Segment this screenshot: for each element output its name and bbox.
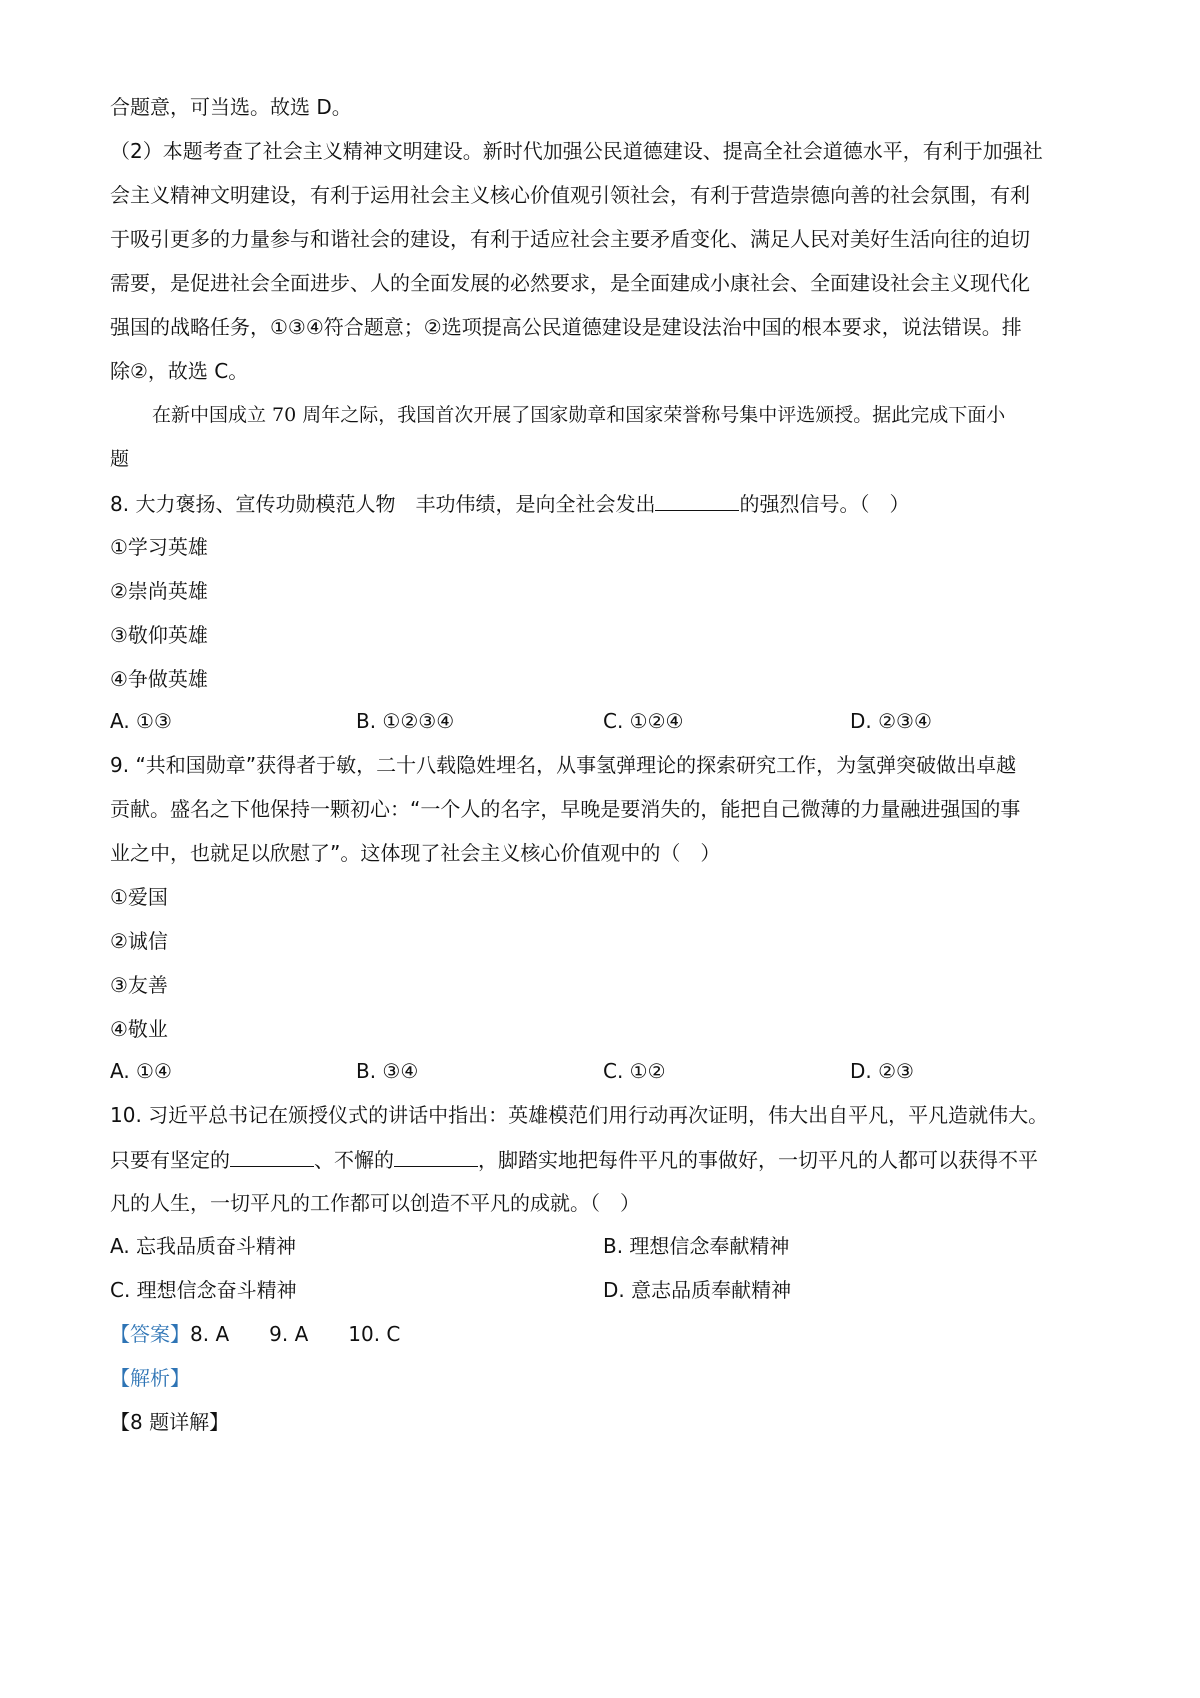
prev-explanation-para2-line-5: 强国的战略任务，①③④符合题意；②选项提高公民道德建设是建设法治中国的根本要求，说法错误。排 — [110, 315, 1022, 339]
prev-explanation-para2-line-1: （2）本题考查了社会主义精神文明建设。新时代加强公民道德建设、提高全社会道德水平，有利于加强社 — [110, 139, 1043, 163]
q8-stem-after: 的强烈信号。（ ） — [739, 492, 910, 516]
q10-line2-part-a: 只要有坚定的 — [110, 1148, 230, 1172]
q10-option-a: A. 忘我品质奋斗精神 — [110, 1234, 297, 1258]
q10-stem-line-3: 凡的人生，一切平凡的工作都可以创造不平凡的成就。（ ） — [110, 1191, 640, 1215]
q9-item-4: ④敬业 — [110, 1017, 168, 1041]
q10-line2-part-b: 、不懈的 — [314, 1148, 394, 1172]
analysis-label: 【解析】 — [110, 1366, 190, 1390]
q9-stem-line-2: 贡献。盛名之下他保持一颗初心：“一个人的名字，早晚是要消失的，能把自己微薄的力量融进强国的事 — [110, 797, 1021, 821]
intro-line-1: 在新中国成立 70 周年之际，我国首次开展了国家勋章和国家荣誉称号集中评选颁授。据此完成下面小 — [152, 404, 1006, 426]
q10-line2-part-c: ，脚踏实地把每件平凡的事做好，一切平凡的人都可以获得不平 — [478, 1148, 1038, 1172]
q8-item-3: ③敬仰英雄 — [110, 623, 208, 647]
answer-line — [110, 1321, 400, 1347]
prev-explanation-para2-line-6: 除②，故选 C。 — [110, 359, 249, 383]
q8-item-1: ①学习英雄 — [110, 535, 208, 559]
q9-option-a: A. ①④ — [110, 1059, 172, 1083]
prev-explanation-para2-line-4: 需要，是促进社会全面进步、人的全面发展的必然要求，是全面建成小康社会、全面建设社会主义现代化 — [110, 271, 1030, 295]
q8-option-b: B. ①②③④ — [356, 709, 455, 733]
q9-option-d: D. ②③ — [850, 1059, 914, 1083]
q8-stem — [110, 490, 909, 517]
q10-blank-1 — [230, 1146, 314, 1167]
q10-blank-2 — [394, 1146, 478, 1167]
intro-line-2: 题 — [110, 448, 130, 470]
q8-detail-label: 【8 题详解】 — [110, 1410, 230, 1434]
prev-explanation-line-1: 合题意，可当选。故选 D。 — [110, 95, 352, 119]
q9-item-1: ①爱国 — [110, 885, 168, 909]
q10-option-b: B. 理想信念奉献精神 — [603, 1234, 790, 1258]
answer-8: 8. A — [190, 1322, 230, 1346]
answer-10: 10. C — [348, 1322, 401, 1346]
q10-stem-line-1: 10. 习近平总书记在颁授仪式的讲话中指出：英雄模范们用行动再次证明，伟大出自平凡，平凡造就伟大。 — [110, 1103, 1049, 1127]
answer-label: 【答案】 — [110, 1322, 190, 1346]
q9-stem-line-3: 业之中，也就足以欣慰了”。这体现了社会主义核心价值观中的（ ） — [110, 841, 721, 865]
q10-option-d: D. 意志品质奉献精神 — [603, 1278, 792, 1302]
q10-stem-line-2 — [110, 1146, 1038, 1173]
prev-explanation-para2-line-2: 会主义精神文明建设，有利于运用社会主义核心价值观引领社会，有利于营造崇德向善的社会氛围，有利 — [110, 183, 1030, 207]
q8-item-2: ②崇尚英雄 — [110, 579, 208, 603]
q8-item-4: ④争做英雄 — [110, 667, 208, 691]
q10-option-c: C. 理想信念奋斗精神 — [110, 1278, 297, 1302]
q8-stem-before: 8. 大力褒扬、宣传功勋模范人物 丰功伟绩，是向全社会发出 — [110, 492, 656, 516]
answer-9: 9. A — [269, 1322, 309, 1346]
prev-explanation-para2-line-3: 于吸引更多的力量参与和谐社会的建设，有利于适应社会主要矛盾变化、满足人民对美好生活向往的迫切 — [110, 227, 1030, 251]
q8-option-d: D. ②③④ — [850, 709, 932, 733]
q8-option-a: A. ①③ — [110, 709, 172, 733]
q8-option-c: C. ①②④ — [603, 709, 684, 733]
q8-blank — [655, 490, 739, 511]
q9-option-b: B. ③④ — [356, 1059, 419, 1083]
q9-item-3: ③友善 — [110, 973, 168, 997]
q9-item-2: ②诚信 — [110, 929, 168, 953]
q9-stem-line-1: 9. “共和国勋章”获得者于敏，二十八载隐姓埋名，从事氢弹理论的探索研究工作，为氢弹突破做出卓越 — [110, 753, 1017, 777]
q9-option-c: C. ①② — [603, 1059, 666, 1083]
